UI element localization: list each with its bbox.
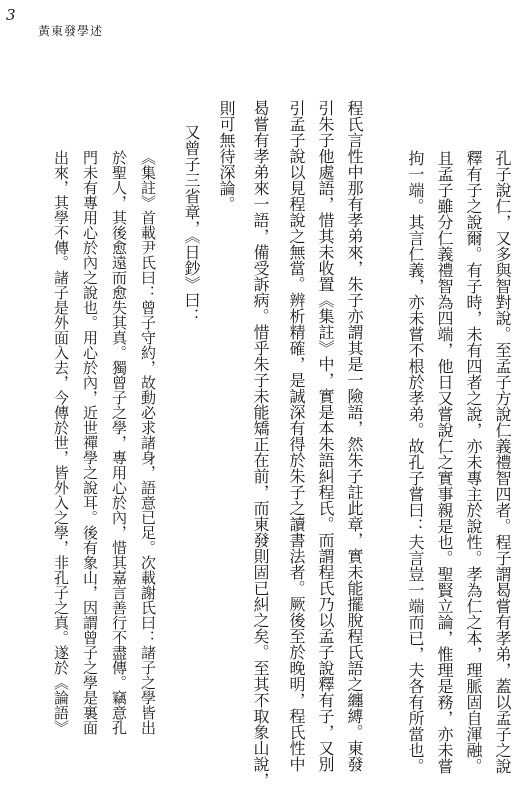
text-column: 孔子說仁，又多與智對說。至孟子方說仁義禮智四者。程子謂曷嘗有孝弟，蓋以孟子之說 bbox=[493, 150, 512, 774]
text-column: 且孟子雖分仁義禮智為四端，他日又嘗說仁之實事親是也。聖賢立論，惟理是務，亦未嘗 bbox=[435, 150, 454, 774]
quote-column: 門未有專用心於內之說也。用心於內，近世禪學之說耳。後有象山，因謂曾子之學是裏面 bbox=[81, 150, 99, 735]
text-column: 程氏言性中那有孝弟來，朱子亦謂其是一險語，然朱子註此章，實未能擺脫程氏語之纏縛。東發 bbox=[345, 100, 364, 772]
quote-column: 《集註》首載尹氏曰：曾子守約，故動必求諸身，語意已足。次載謝氏曰：諸子之學皆出 bbox=[139, 150, 157, 735]
section-heading-column: 又曾子三省章，《日鈔》曰： bbox=[182, 124, 201, 324]
text-column: 拘一端。其言仁義，亦未嘗不根於孝弟。故孔子嘗曰：夫言豈一端而已，夫各有所當也。 bbox=[406, 150, 425, 774]
text-column: 引朱子他處語，惜其未收置《集註》中，實是本朱語糾程氏。而謂程氏乃以孟子說釋有子，又別 bbox=[316, 100, 335, 772]
text-column: 則可無待深論。 bbox=[217, 100, 236, 212]
text-column: 曷嘗有孝弟來一語，備受訴病。惜乎朱子未能矯正在前，而東發則固已糾之矣。至其不取象山說， bbox=[251, 100, 270, 788]
text-column: 引孟子說以見程說之無當。辨析精確，是誠深有得於朱子之讀書法者。厥後至於晚明，程氏性中 bbox=[287, 100, 306, 772]
page-number: 3 bbox=[6, 6, 16, 24]
quote-column: 出來，其學不傳。諸子是外面入去，今傳於世，皆外入之學，非孔子之真。遂於《論語》 bbox=[52, 150, 70, 735]
running-title: 黃東發學述 bbox=[38, 24, 104, 38]
text-column: 釋有子之說爾。有子時，未有四者之說，亦未專主於說性。孝為仁之本，理脈固自渾融。 bbox=[464, 150, 483, 774]
quote-column: 於聖人，其後愈遠而愈失其真。獨曾子之學，專用心於內，惜其嘉言善行不盡傳。竊意孔 bbox=[110, 150, 128, 735]
